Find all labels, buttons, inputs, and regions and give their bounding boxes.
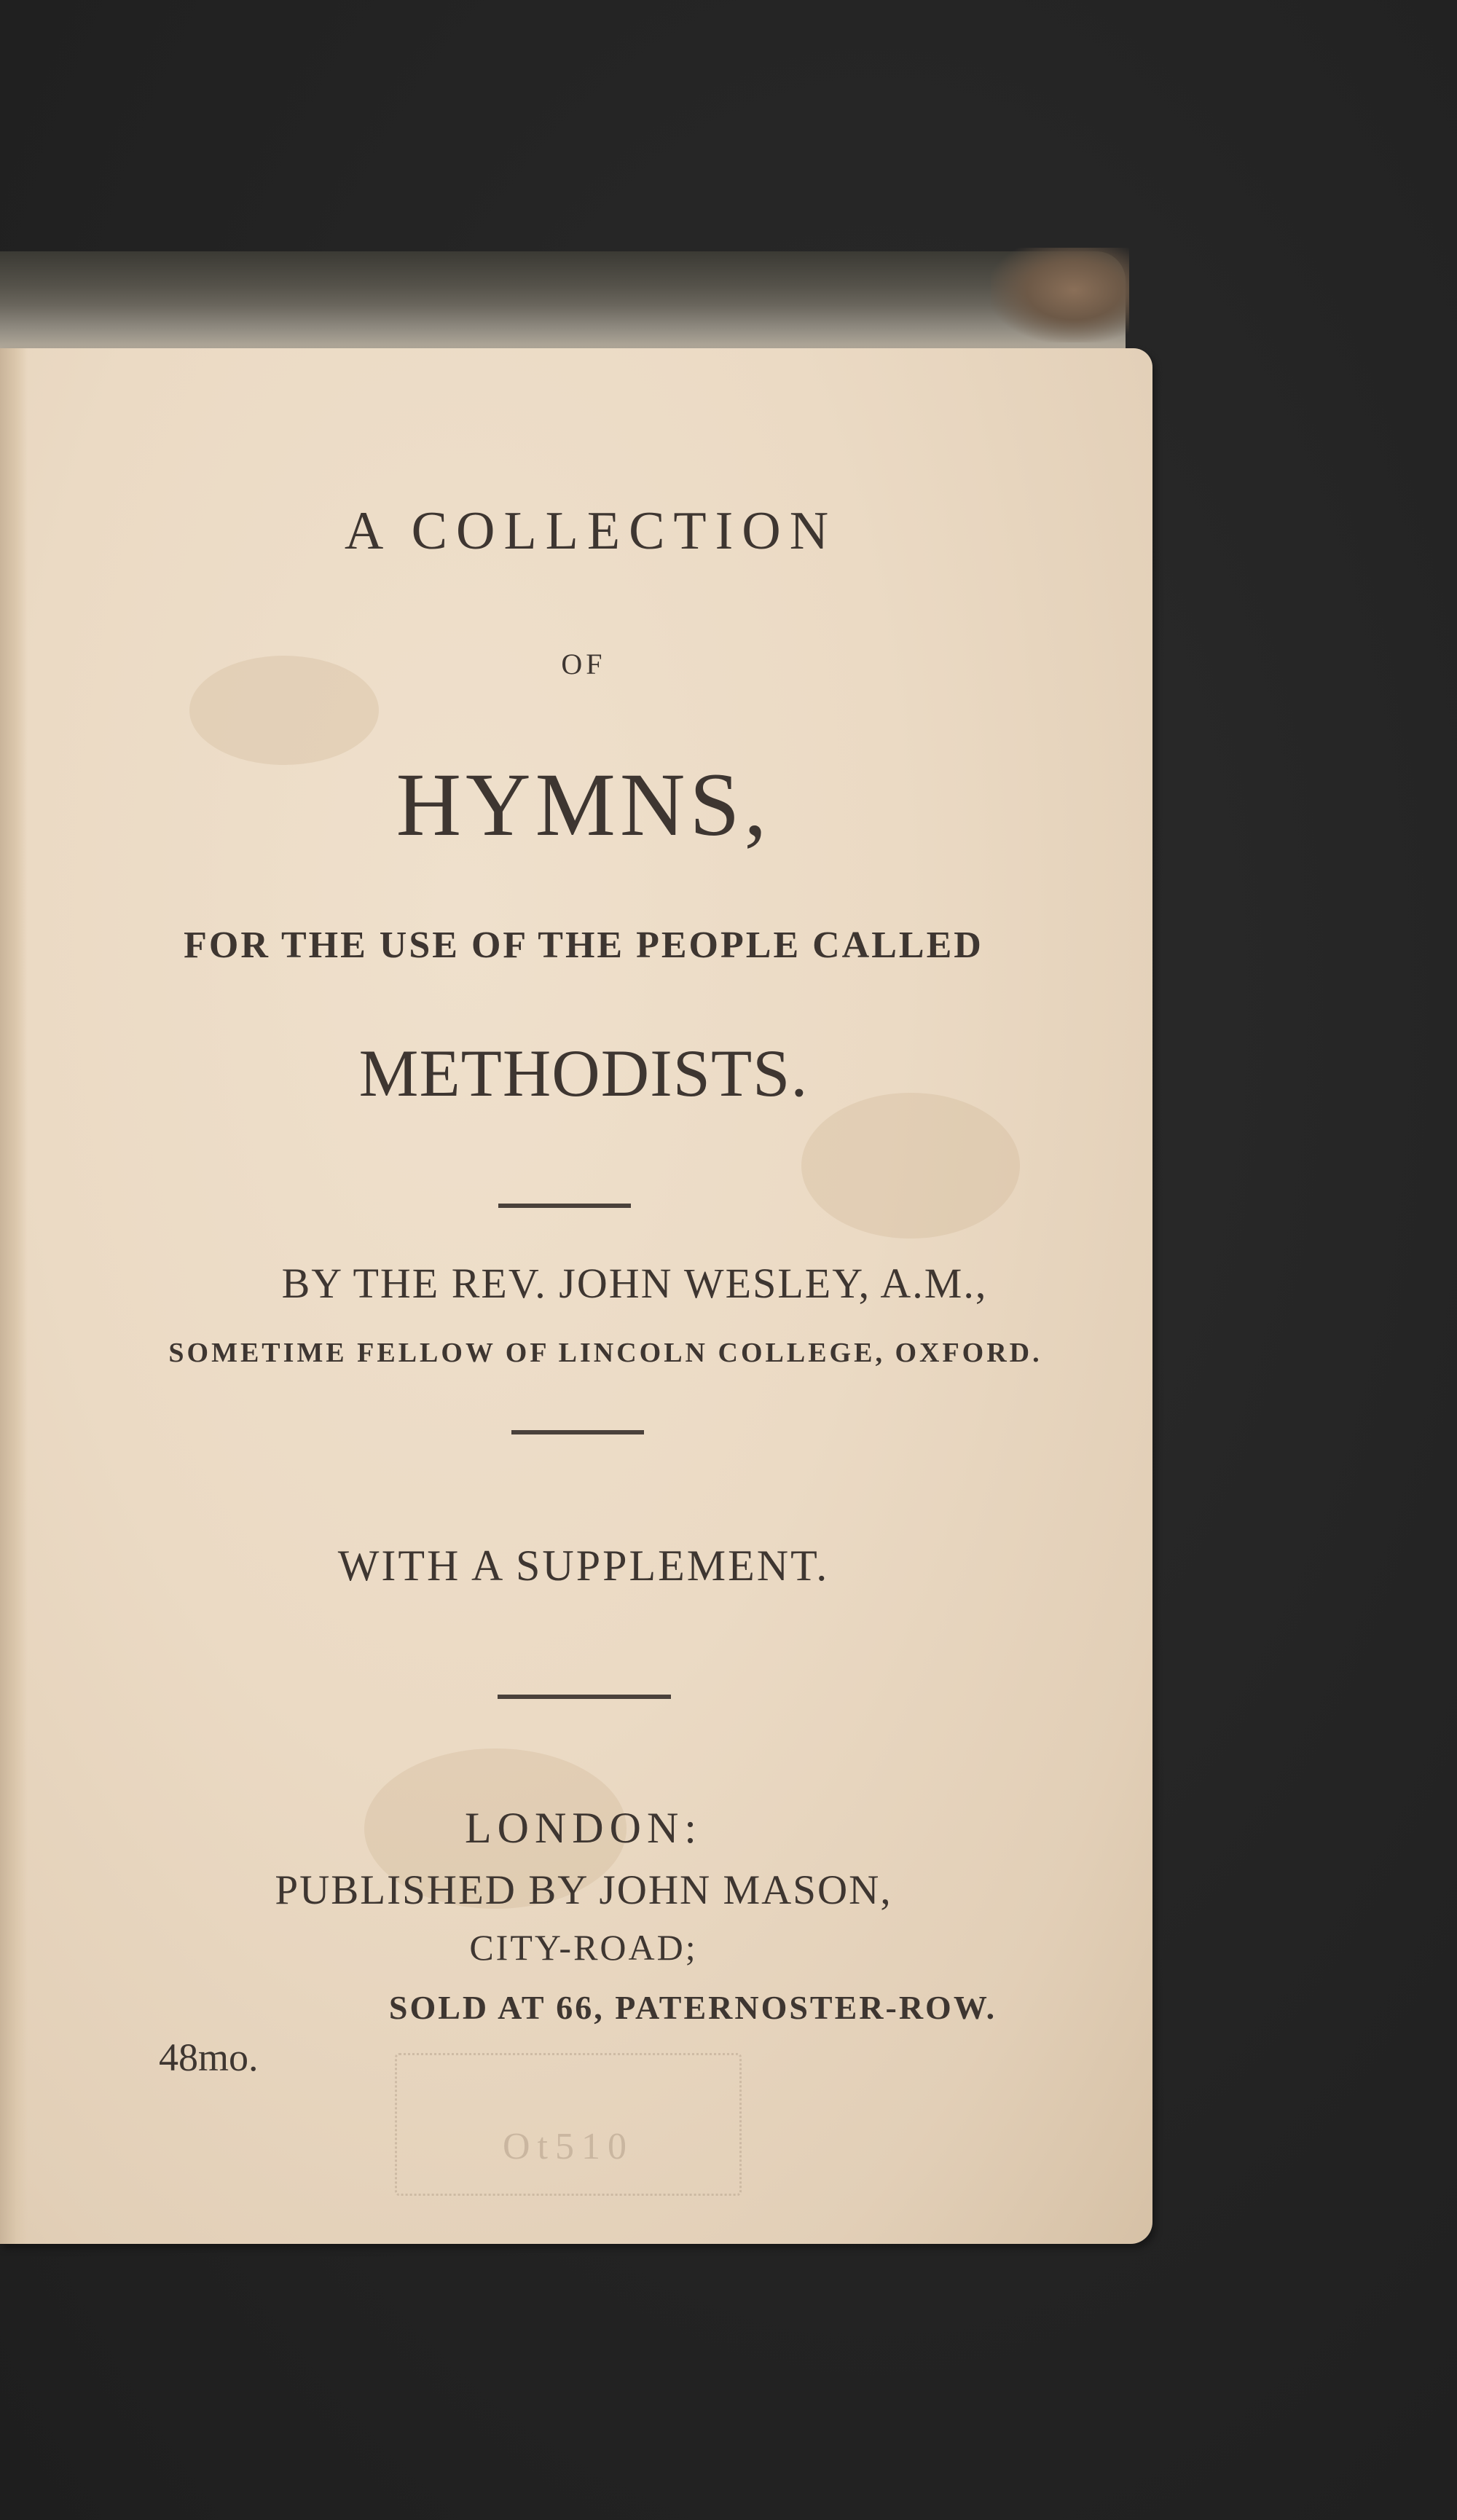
- format-note: 48mo.: [159, 2036, 259, 2079]
- stamp-shelfmark: Ot510: [503, 2126, 634, 2167]
- heading-hymns: HYMNS,: [396, 755, 771, 855]
- heading-of: OF: [561, 648, 606, 680]
- supplement-line: WITH A SUPPLEMENT.: [337, 1542, 830, 1590]
- imprint-place: LONDON:: [465, 1804, 702, 1852]
- divider-rule: [511, 1430, 644, 1434]
- heading-methodists: METHODISTS.: [358, 1036, 809, 1110]
- imprint-publisher: PUBLISHED BY JOHN MASON,: [275, 1867, 892, 1913]
- subtitle-for-use: FOR THE USE OF THE PEOPLE CALLED: [184, 925, 983, 966]
- library-stamp: [395, 2053, 742, 2196]
- heading-collection: A COLLECTION: [344, 501, 838, 561]
- divider-rule: [498, 1695, 671, 1699]
- imprint-sold-at: SOLD AT 66, PATERNOSTER-ROW.: [388, 1989, 997, 2026]
- divider-rule: [498, 1204, 631, 1208]
- worn-spine-corner: [991, 248, 1129, 342]
- author-title-line: SOMETIME FELLOW OF LINCOLN COLLEGE, OXFORD.: [168, 1338, 1042, 1368]
- author-line: BY THE REV. JOHN WESLEY, A.M.,: [281, 1260, 988, 1307]
- imprint-address: CITY-ROAD;: [469, 1927, 698, 1968]
- book-cover-top-edge: [0, 251, 1126, 350]
- paper-stain: [801, 1093, 1020, 1239]
